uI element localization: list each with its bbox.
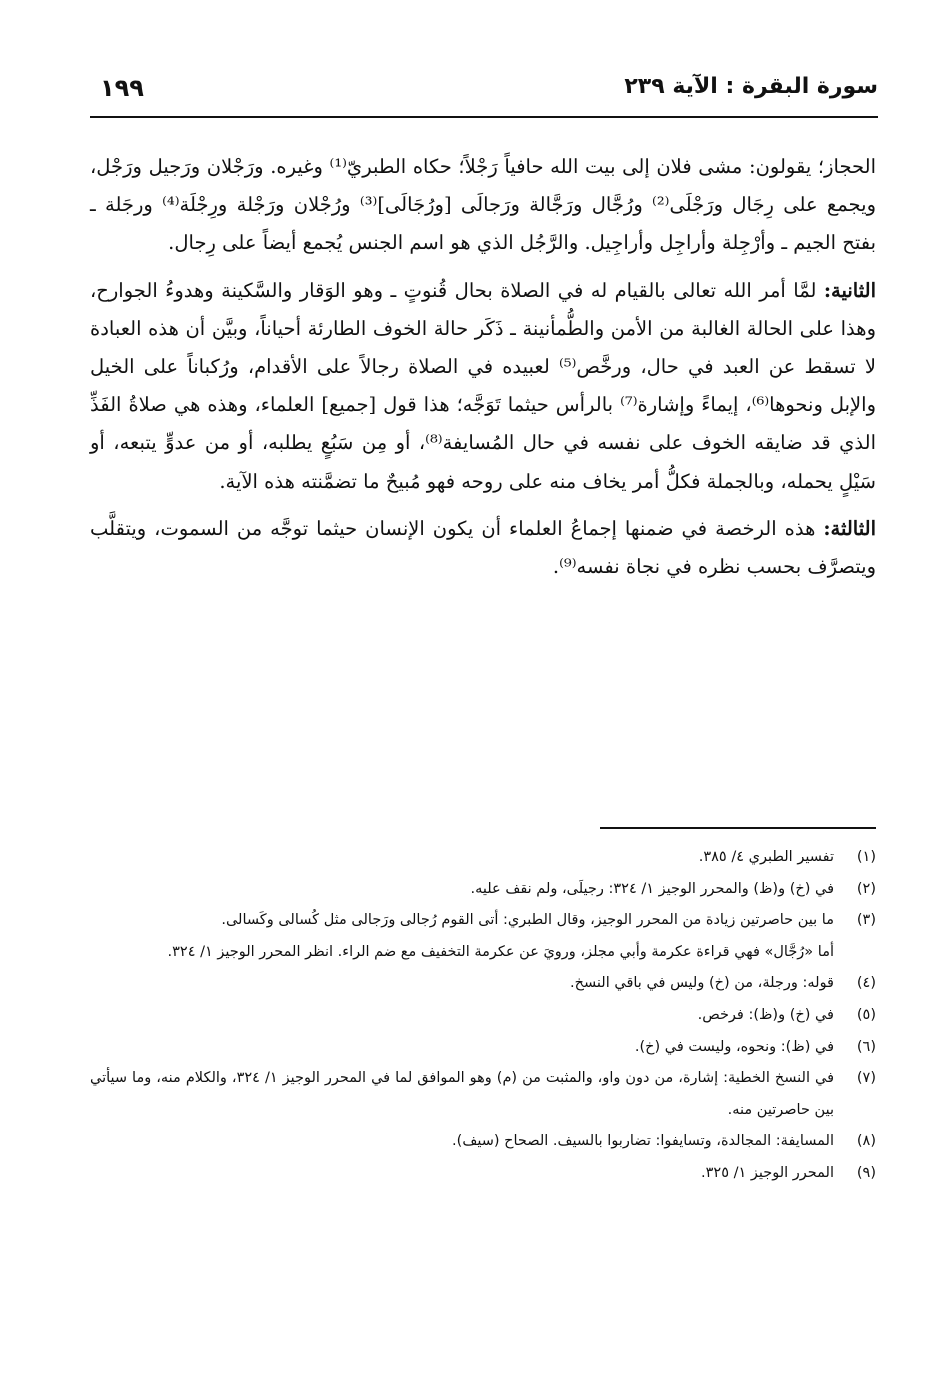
footnotes bbox=[90, 842, 876, 1190]
footnote bbox=[90, 905, 876, 968]
footnote-text: تفسير الطبري ٤/ ٣٨٥. bbox=[698, 849, 834, 865]
footnote-text: المسايفة: المجالدة، وتسايفوا: تضاربوا بالسيف. الصحاح (سيف). bbox=[452, 1133, 834, 1150]
paragraph bbox=[90, 510, 876, 586]
footnote bbox=[90, 1000, 876, 1032]
paragraph-text: هذه الرخصة في ضمنها إجماعُ العلماء أن يكون الإنسان حيثما توجَّه من السموت، ويتقلَّب ويتصرَّف بحسب نظره في نجاة نفسه⁽⁹⁾. bbox=[90, 516, 876, 579]
footnote-text: المحرر الوجيز ١/ ٣٢٥. bbox=[701, 1164, 834, 1181]
footnote bbox=[90, 1032, 876, 1064]
running-header bbox=[90, 70, 878, 114]
footnote-number: (٩) bbox=[856, 1164, 876, 1181]
paragraph bbox=[90, 272, 876, 501]
footnote bbox=[90, 1126, 876, 1158]
footnote-number: (٧) bbox=[856, 1070, 876, 1087]
footnote bbox=[90, 1063, 876, 1126]
paragraph-lead: الثالثة: bbox=[823, 516, 876, 540]
paragraph-text: لمَّا أمر الله تعالى بالقيام له في الصلاة بحال قُنوتٍ ـ وهو الوَقار والسَّكينة وهدوءُ الجوارح، وهذا على الحالة الغالبة من الأمن والطُّمأنينة ـ ذَكَر حالة الخوف الطارئة أحياناً، وبيَّن أن هذه العبادة لا تسقط عن العبد في حال، ورخَّص⁽⁵⁾ لعبيده في الصلاة رجالاً على الأقدام، ورُكباناً على الخيل والإبل ونحوها⁽⁶⁾، إيماءً وإشارة⁽⁷⁾ بالرأس حيثما تَوَجَّه؛ هذا قول [جميع] العلماء، وهذه هي صلاةُ الفَذِّ الذي قد ضايقه الخوف على نفسه في حال المُسايفة⁽⁸⁾، أو مِن سَبُعٍ يطلبه، أو من عدوٍّ يتبعه، أو سَيْلٍ يحمله، وبالجملة فكلُّ أمر يخاف منه على روحه فهو مُبيحٌ ما تضمَّنته هذه الآية. bbox=[90, 278, 876, 493]
footnote-text: في (خ) و(ظ): فرخص. bbox=[697, 1006, 834, 1023]
footnote-number: (٤) bbox=[856, 975, 876, 992]
footnote bbox=[90, 968, 876, 1000]
footnote bbox=[90, 874, 876, 906]
footnote-text: في (خ) و(ظ) والمحرر الوجيز ١/ ٣٢٤: رجيلَى، ولم نقف عليه. bbox=[470, 880, 834, 897]
header-divider bbox=[90, 116, 878, 118]
footnote-number: (٦) bbox=[856, 1038, 876, 1055]
footnote-text: قوله: ورجلة، من (خ) وليس في باقي النسخ. bbox=[570, 975, 834, 992]
footnote-number: (٣) bbox=[856, 912, 876, 929]
footnote-number: (١) bbox=[856, 849, 876, 865]
surah-verse-title: سورة البقرة : الآية ٢٣٩ bbox=[624, 74, 878, 99]
paragraph-text: الحجاز؛ يقولون: مشى فلان إلى بيت الله حافياً رَجْلاً؛ حكاه الطبريّ⁽¹⁾ وغيره. ورَجْلان ورَجيل ورَجْل، ويجمع على رِجَال ورَجْلَى⁽²⁾ ورُجَّال ورَجَّالة ورَجالَى [ورُجَالَى]⁽³⁾ ورُجْلان ورَجْلة ورِجْلَة⁽⁴⁾ ورجَلة ـ بفتح الجيم ـ وأرْجِلة وأراجِل وأراجِيل. والرَّجُل الذي هو اسم الجنس يُجمع أيضاً على رِجال. bbox=[90, 155, 876, 255]
footnote-number: (٢) bbox=[856, 880, 876, 897]
footnote-text: في (ظ): ونحوه، وليست في (خ). bbox=[634, 1038, 834, 1055]
footnote-number: (٨) bbox=[856, 1133, 876, 1150]
footnote-text: ما بين حاصرتين زيادة من المحرر الوجيز، وقال الطبري: أتى القوم رُجالى ورَجالى مثل كُسالى وكَسالى. bbox=[221, 912, 834, 929]
paragraph-lead: الثانية: bbox=[823, 278, 876, 302]
footnote bbox=[90, 842, 876, 874]
footnote bbox=[90, 1158, 876, 1190]
footnote-divider bbox=[600, 827, 876, 829]
footnote-number: (٥) bbox=[856, 1006, 876, 1023]
footnote-text: أما «رُجَّال» فهي قراءة عكرمة وأبي مجلز، ورويَ عن عكرمة التخفيف مع ضم الراء. انظر المحرر الوجيز ١/ ٣٢٤. bbox=[167, 943, 834, 960]
footnote-text: في النسخ الخطية: إشارة، من دون واو، والمثبت من (م) وهو الموافق لما في المحرر الوجيز ١/ ٣٢٤، والكلام منه، وما سيأتي بين حاصرتين منه. bbox=[90, 1070, 834, 1118]
main-text bbox=[90, 148, 876, 586]
page-number: ١٩٩ bbox=[100, 74, 144, 102]
paragraph bbox=[90, 148, 876, 263]
